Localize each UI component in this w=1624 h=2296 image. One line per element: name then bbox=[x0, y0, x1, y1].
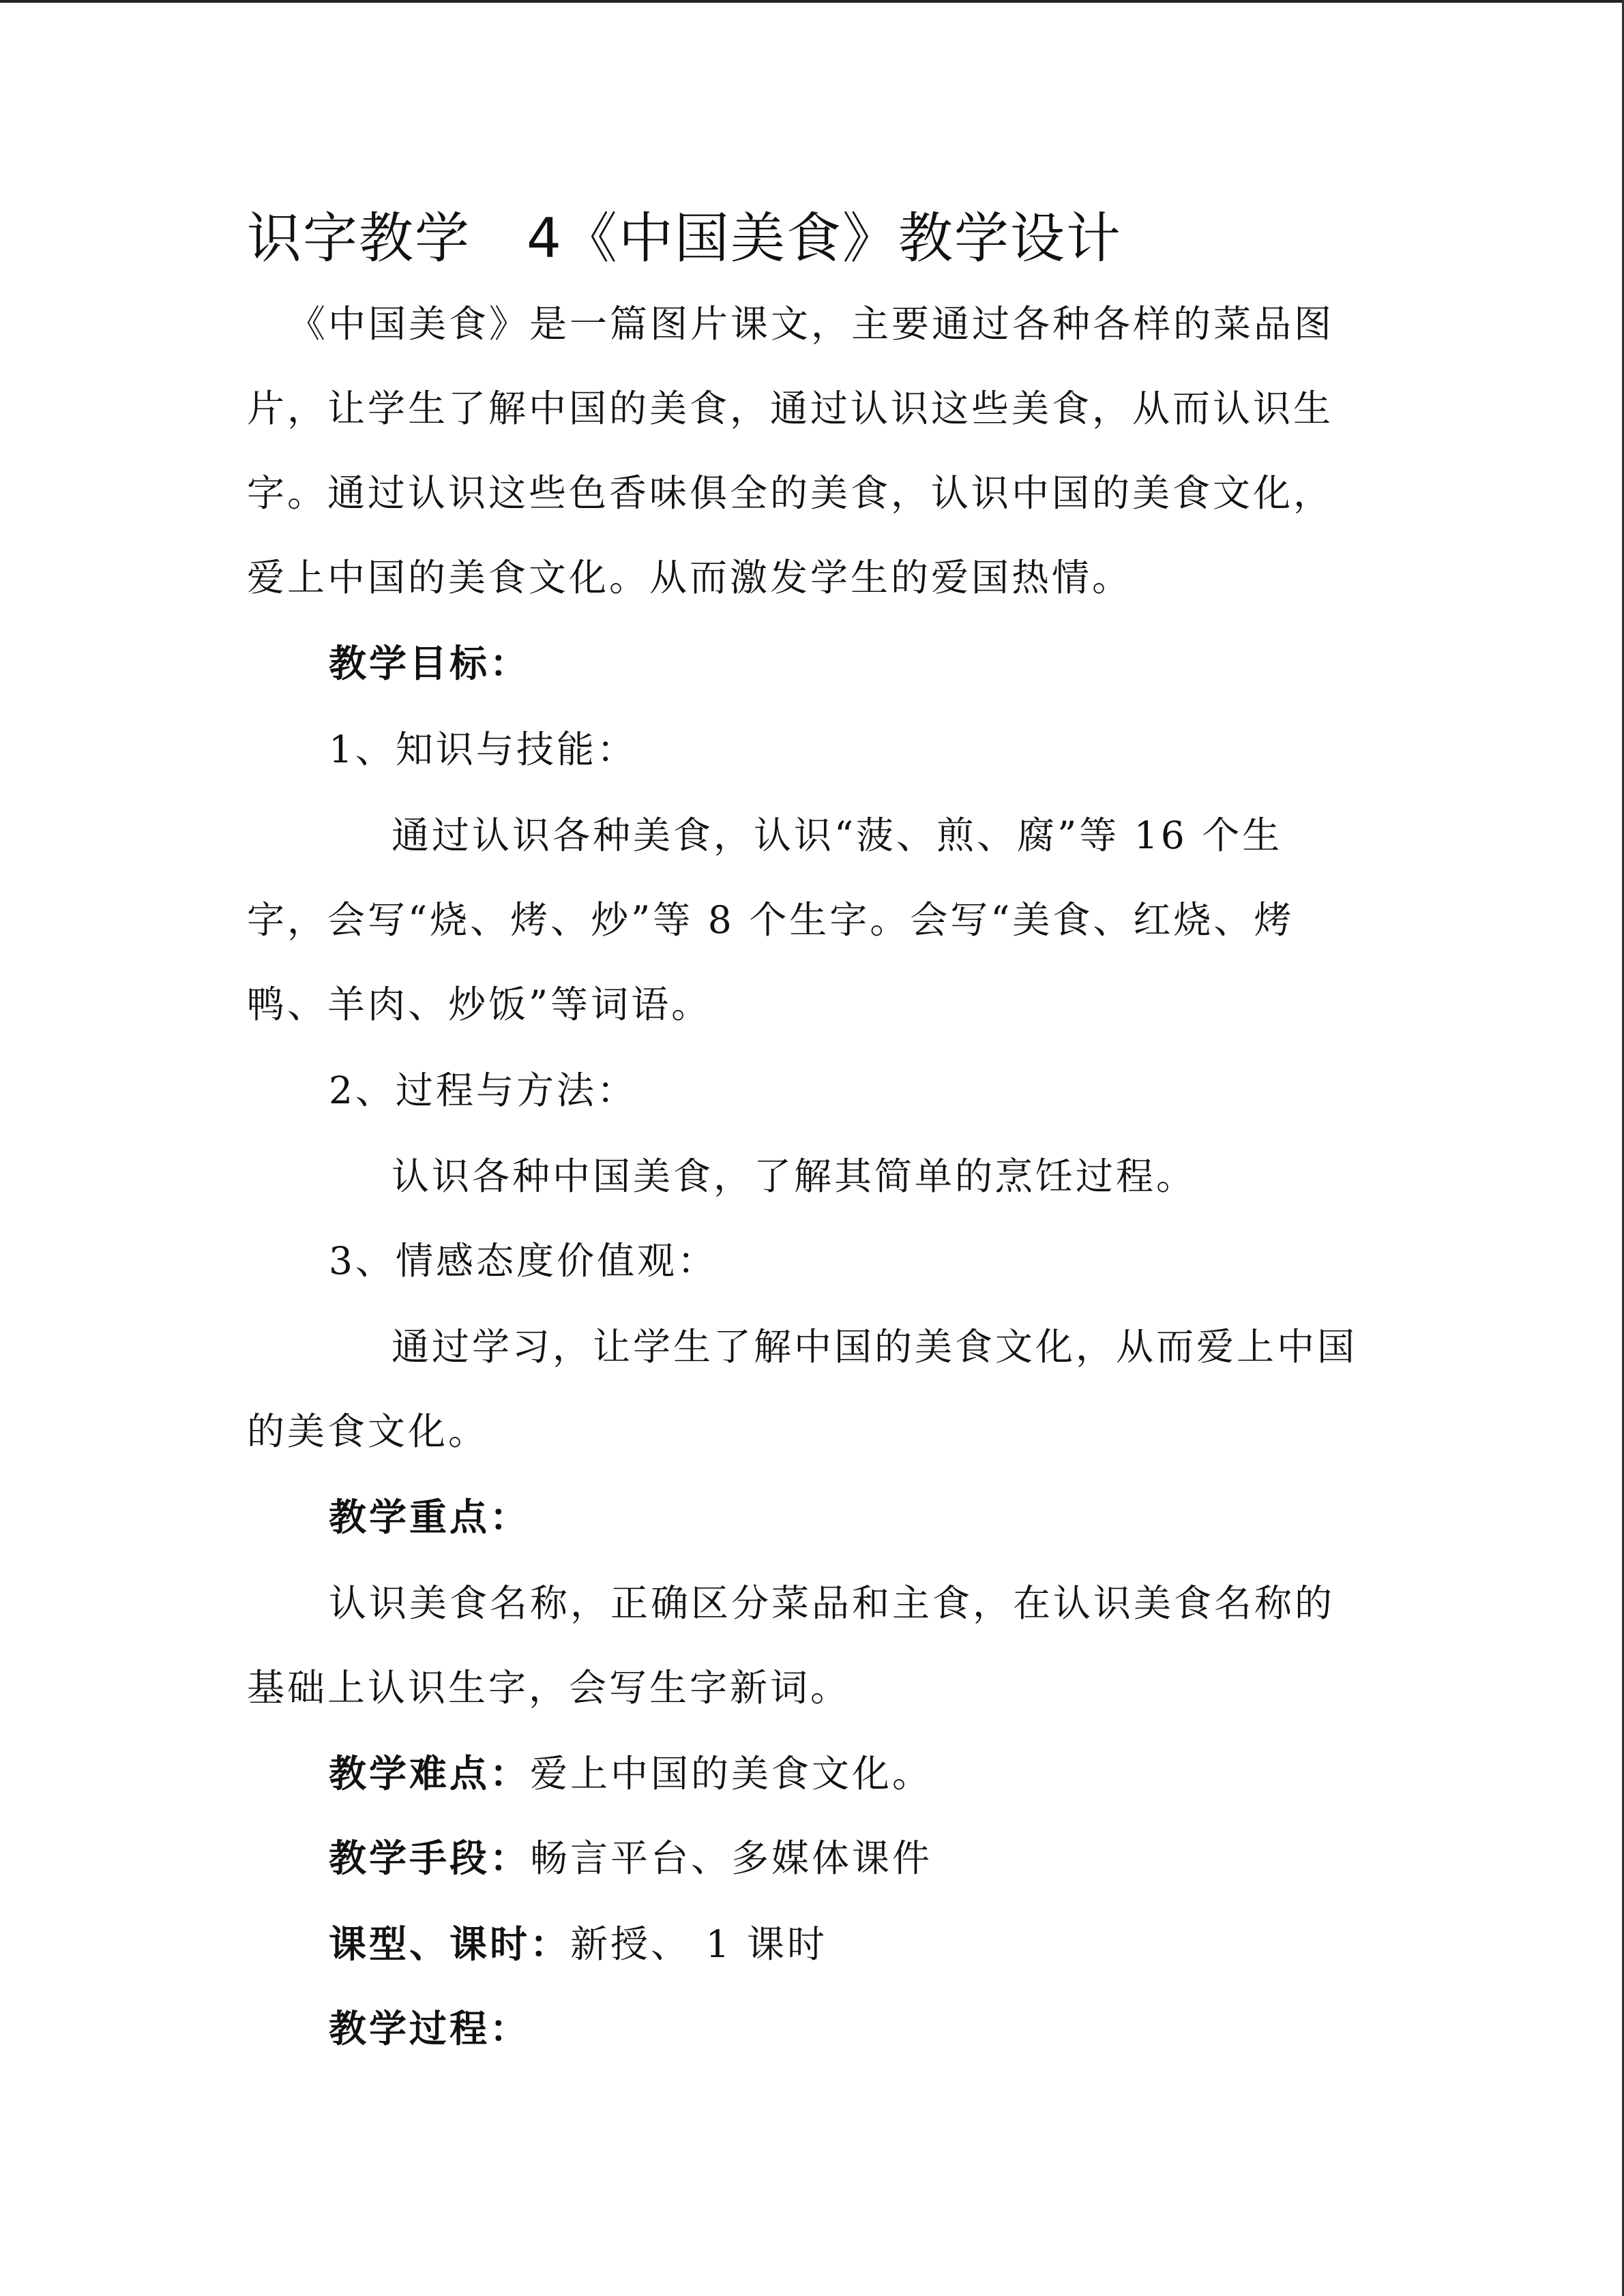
process-heading: 2、过程与方法： bbox=[329, 1069, 637, 1112]
process-line-1: 认识各种中国美食，了解其简单的烹饪过程。 bbox=[392, 1154, 1197, 1198]
difficulty-value: 爱上中国的美食文化。 bbox=[530, 1752, 933, 1795]
emotion-line-1: 通过学习，让学生了解中国的美食文化，从而爱上中国 bbox=[392, 1325, 1358, 1369]
means-row bbox=[329, 1834, 932, 1882]
document-title: 识字教学 4《中国美食》教学设计 bbox=[247, 207, 1122, 270]
knowledge-line-2: 字，会写“烧、烤、炒”等 8 个生字。会写“美食、红烧、烤 bbox=[247, 898, 1295, 942]
objectives-heading: 教学目标： bbox=[329, 641, 531, 685]
process-steps-heading: 教学过程： bbox=[329, 2006, 531, 2051]
intro-line-3: 字。通过认识这些色香味俱全的美食，认识中国的美食文化， bbox=[247, 471, 1334, 515]
means-label: 教学手段： bbox=[329, 1836, 531, 1880]
intro-line-4: 爱上中国的美食文化。从而激发学生的爱国热情。 bbox=[247, 556, 1133, 599]
knowledge-heading: 1、知识与技能： bbox=[329, 728, 637, 771]
means-value: 畅言平台、多媒体课件 bbox=[530, 1836, 933, 1880]
knowledge-line-1: 通过认识各种美食，认识“菠、煎、腐”等 16 个生 bbox=[392, 814, 1283, 857]
intro-line-1: 《中国美食》是一篇图片课文，主要通过各种各样的菜品图 bbox=[288, 302, 1335, 346]
lesson-type-label: 课型、课时： bbox=[329, 1922, 571, 1966]
key-points-line-1: 认识美食名称，正确区分菜品和主食，在认识美食名称的 bbox=[329, 1581, 1335, 1625]
emotion-heading: 3、情感态度价值观： bbox=[329, 1239, 718, 1283]
knowledge-line-3: 鸭、羊肉、炒饭”等词语。 bbox=[247, 983, 712, 1026]
difficulty-label: 教学难点： bbox=[329, 1751, 531, 1795]
key-points-heading: 教学重点： bbox=[329, 1495, 531, 1539]
key-points-line-2: 基础上认识生字，会写生字新词。 bbox=[247, 1666, 851, 1710]
lesson-type-value: 新授、 1 课时 bbox=[570, 1922, 827, 1966]
intro-line-2: 片，让学生了解中国的美食，通过认识这些美食，从而认识生 bbox=[247, 387, 1334, 430]
lesson-type-row bbox=[329, 1920, 827, 1968]
emotion-line-2: 的美食文化。 bbox=[247, 1410, 489, 1453]
difficulty-row bbox=[329, 1750, 932, 1798]
